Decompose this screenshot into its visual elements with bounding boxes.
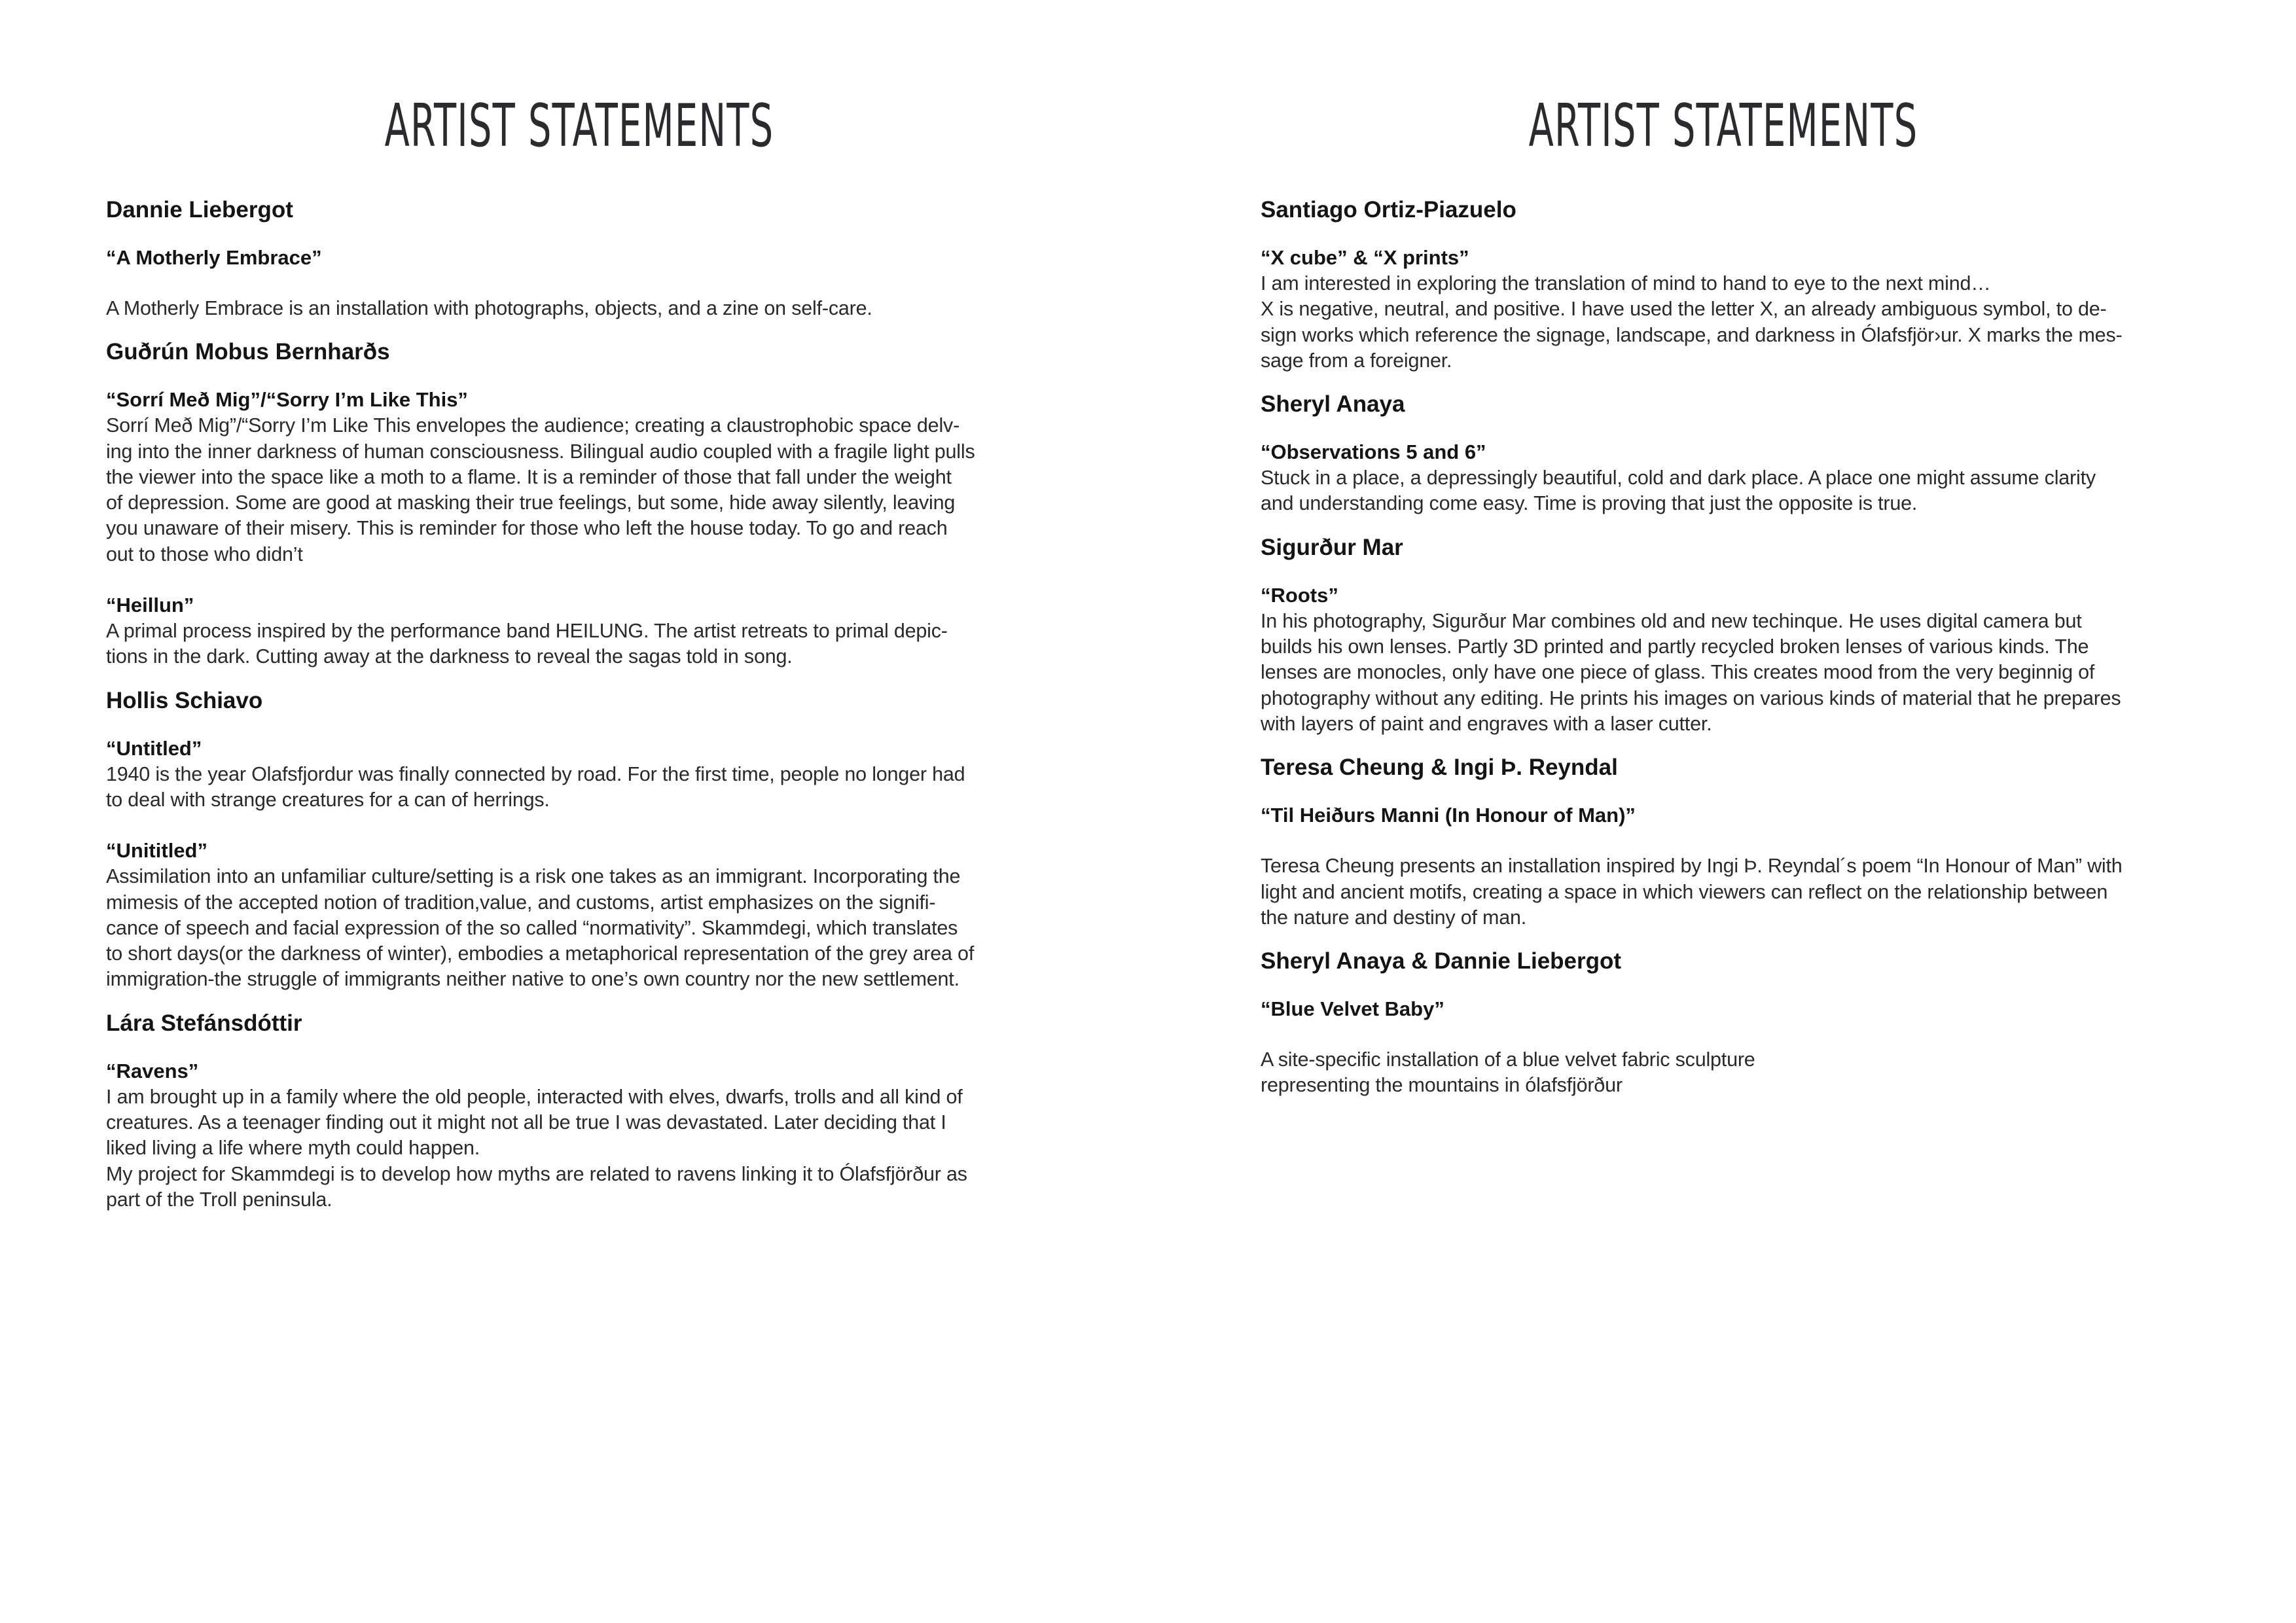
- artwork-entry: [106, 387, 1055, 567]
- artwork-entry: [1261, 245, 2210, 374]
- artist-section: [1261, 531, 2210, 737]
- artwork-statement: [1261, 465, 2210, 517]
- artwork-statement: [106, 413, 1055, 567]
- statement-line: Teresa Cheung presents an installation inspired by Ingi Þ. Reyndal´s poem “In Honour of Man” with: [1261, 855, 2123, 878]
- artist-section: [1261, 194, 2210, 374]
- artist-name: Hollis Schiavo: [106, 687, 263, 713]
- statement-line: sign works which reference the signage, landscape, and darkness in Ólafsfjör›ur. X marks the mes-: [1261, 323, 2123, 346]
- artwork-title: “X cube” & “X prints”: [1261, 246, 1469, 269]
- statement-line: part of the Troll peninsula.: [106, 1188, 332, 1211]
- artist-name: Lára Stefánsdóttir: [106, 1010, 302, 1036]
- artwork-statement: [106, 762, 1055, 813]
- statement-line: of depression. Some are good at masking their true feelings, but some, hide away silently, leaving: [106, 491, 956, 514]
- artwork-title: “Blue Velvet Baby”: [1261, 997, 1444, 1021]
- artwork-statement: [106, 864, 1055, 992]
- artist-name: Sheryl Anaya & Dannie Liebergot: [1261, 948, 1622, 974]
- artwork-entry: [1261, 582, 2210, 737]
- statement-line: I am brought up in a family where the old people, interacted with elves, dwarfs, trolls and all kind of: [106, 1085, 963, 1108]
- artist-name: Teresa Cheung & Ingi Þ. Reyndal: [1261, 755, 1618, 781]
- statement-line: with layers of paint and engraves with a laser cutter.: [1261, 712, 1712, 735]
- statements-column: [1261, 194, 2210, 1113]
- statement-line: and understanding come easy. Time is proving that just the opposite is true.: [1261, 492, 1918, 515]
- statement-line: to deal with strange creatures for a can of herrings.: [106, 788, 550, 811]
- statement-line: out to those who didn’t: [106, 543, 303, 565]
- statement-line: A site-specific installation of a blue velvet fabric sculpture: [1261, 1048, 1755, 1071]
- artist-section: [106, 336, 1055, 669]
- artwork-title: “A Motherly Embrace”: [106, 246, 322, 269]
- artist-section: [106, 194, 1055, 321]
- artwork-entry: [106, 1058, 1055, 1213]
- artwork-title: “Untitled”: [106, 736, 202, 760]
- statement-line: X is negative, neutral, and positive. I have used the letter X, an already ambiguous symbol, to de-: [1261, 298, 2107, 321]
- artwork-title: “Til Heiðurs Manni (In Honour of Man)”: [1261, 804, 1636, 827]
- statements-column: [106, 194, 1055, 1227]
- statement-line: liked living a life where myth could happen.: [106, 1137, 480, 1160]
- artist-section: [1261, 945, 2210, 1099]
- statement-line: tions in the dark. Cutting away at the darkness to reveal the sagas told in song.: [106, 645, 793, 668]
- statement-line: photography without any editing. He prints his images on various kinds of material that he prepares: [1261, 687, 2121, 709]
- statement-line: Sorrí Með Mig”/“Sorry I’m Like This envelopes the audience; creating a claustrophobic space delv-: [106, 414, 960, 437]
- artist-section: [1261, 751, 2210, 931]
- artwork-statement: [1261, 609, 2210, 737]
- statement-line: the viewer into the space like a moth to a flame. It is a reminder of those that fall under the weight: [106, 465, 952, 488]
- artwork-title: “Sorrí Með Mig”/“Sorry I’m Like This”: [106, 388, 468, 412]
- statement-line: light and ancient motifs, creating a space in which viewers can reflect on the relationship between: [1261, 880, 2108, 903]
- artwork-statement: [1261, 853, 2210, 931]
- statement-line: representing the mountains in ólafsfjörður: [1261, 1074, 1623, 1097]
- statement-line: the nature and destiny of man.: [1261, 906, 1527, 929]
- artist-name: Guðrún Mobus Bernharðs: [106, 339, 390, 365]
- page-title: ARTIST STATEMENTS: [384, 92, 774, 160]
- artwork-title: “Roots”: [1261, 583, 1338, 607]
- statement-line: builds his own lenses. Partly 3D printed and partly recycled broken lenses of various kinds. The: [1261, 635, 2089, 658]
- artwork-title: “Ravens”: [106, 1059, 199, 1082]
- statement-line: mimesis of the accepted notion of tradition,value, and customs, artist emphasizes on the signifi-: [106, 891, 936, 914]
- artwork-title: “Unititled”: [106, 839, 207, 863]
- right-page: [1148, 0, 2296, 1623]
- artist-section: [106, 1007, 1055, 1213]
- artwork-entry: [1261, 439, 2210, 517]
- statement-line: cance of speech and facial expression of the so called “normativity”. Skammdegi, which translates: [106, 916, 958, 939]
- artwork-statement: [106, 1084, 1055, 1213]
- statement-line: In his photography, Sigurður Mar combines old and new techinque. He uses digital camera but: [1261, 609, 2082, 632]
- artwork-entry: [1261, 802, 2210, 931]
- artwork-entry: [106, 736, 1055, 813]
- artwork-entry: [106, 592, 1055, 670]
- artwork-entry: [1261, 996, 2210, 1099]
- artist-section: [1261, 388, 2210, 517]
- statement-line: you unaware of their misery. This is reminder for those who left the house today. To go and reach: [106, 517, 948, 540]
- artwork-statement: [1261, 271, 2210, 374]
- statement-line: 1940 is the year Olafsfjordur was finally connected by road. For the first time, people no longer had: [106, 762, 965, 785]
- statement-line: A primal process inspired by the performance band HEILUNG. The artist retreats to primal depic-: [106, 620, 948, 643]
- artist-name: Santiago Ortiz-Piazuelo: [1261, 197, 1516, 223]
- statement-line: Assimilation into an unfamiliar culture/setting is a risk one takes as an immigrant. Incorporating the: [106, 865, 961, 888]
- statement-line: Stuck in a place, a depressingly beautiful, cold and dark place. A place one might assume clarity: [1261, 467, 2096, 490]
- artist-name: Sheryl Anaya: [1261, 391, 1405, 418]
- statement-line: sage from a foreigner.: [1261, 349, 1452, 372]
- artwork-entry: [106, 838, 1055, 992]
- statement-line: lenses are monocles, only have one piece of glass. This creates mood from the very beginnig of: [1261, 661, 2095, 684]
- artwork-statement: [1261, 1047, 2210, 1099]
- artist-name: Sigurður Mar: [1261, 534, 1403, 560]
- statement-line: immigration-the struggle of immigrants neither native to one’s own country nor the new settlement.: [106, 968, 960, 991]
- page-title: ARTIST STATEMENTS: [1528, 92, 1918, 160]
- statement-line: creatures. As a teenager finding out it might not all be true I was devastated. Later deciding that I: [106, 1111, 946, 1134]
- artwork-title: “Observations 5 and 6”: [1261, 440, 1486, 464]
- artist-section: [106, 685, 1055, 993]
- artwork-statement: [106, 618, 1055, 670]
- statement-line: to short days(or the darkness of winter), embodies a metaphorical representation of the grey area of: [106, 942, 975, 965]
- statement-line: I am interested in exploring the translation of mind to hand to eye to the next mind…: [1261, 272, 1991, 294]
- statement-line: ing into the inner darkness of human consciousness. Bilingual audio coupled with a fragile light pulls: [106, 440, 975, 463]
- artwork-entry: [106, 245, 1055, 321]
- artwork-title: “Heillun”: [106, 594, 194, 617]
- artwork-statement: [106, 296, 1055, 321]
- statement-line: My project for Skammdegi is to develop how myths are related to ravens linking it to Ólafsfjörður as: [106, 1162, 967, 1185]
- artist-name: Dannie Liebergot: [106, 197, 293, 223]
- statement-line: A Motherly Embrace is an installation with photographs, objects, and a zine on self-care.: [106, 297, 872, 319]
